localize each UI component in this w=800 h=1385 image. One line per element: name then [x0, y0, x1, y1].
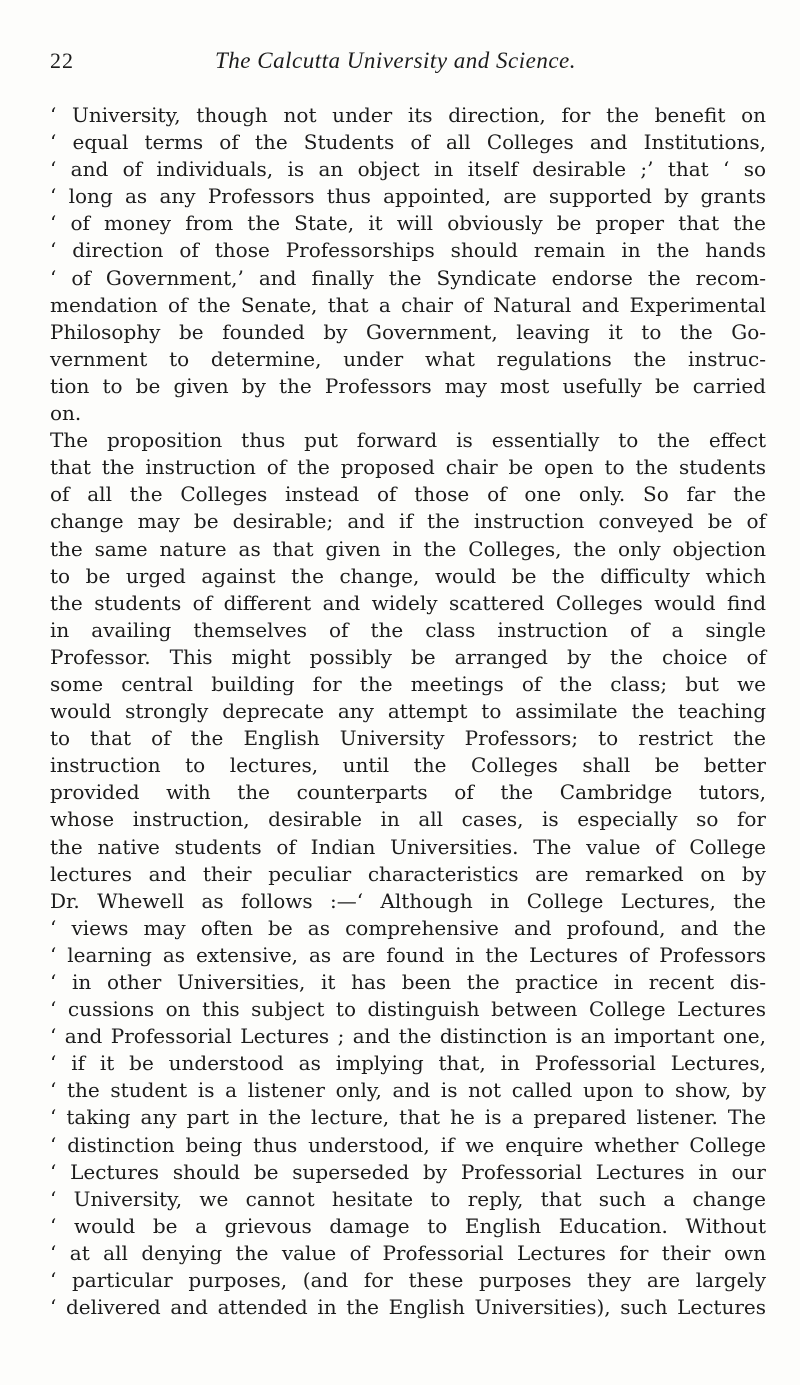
running-head	[50, 48, 765, 80]
text-line: ‘ and Professorial Lectures ; and the distinction is an important one,	[50, 1024, 766, 1049]
text-line: ‘ if it be understood as implying that, in Professorial Lectures,	[50, 1051, 766, 1076]
text-line: on.	[50, 401, 82, 426]
text-line: ‘ direction of those Professorships should remain in the hands	[50, 238, 766, 263]
text-line: Philosophy be founded by Government, leaving it to the Go-	[50, 319, 766, 344]
text-line: mendation of the Senate, that a chair of Natural and Experimental	[50, 292, 766, 317]
text-line: ‘ of Government,’ and finally the Syndicate endorse the recom-	[50, 265, 766, 290]
text-line: would strongly deprecate any attempt to assimilate the teaching	[50, 699, 766, 724]
text-line: provided with the counterparts of the Cambridge tutors,	[50, 780, 766, 805]
text-line: ‘ the student is a listener only, and is not called upon to show, by	[50, 1078, 766, 1103]
text-line: ‘ particular purposes, (and for these purposes they are largely	[50, 1268, 766, 1293]
text-line: ‘ learning as extensive, as are found in the Lectures of Professors	[50, 942, 766, 967]
text-line: in availing themselves of the class instruction of a single	[50, 617, 766, 642]
text-line: The proposition thus put forward is essentially to the effect	[50, 428, 766, 453]
text-line: Professor. This might possibly be arranged by the choice of	[50, 644, 766, 669]
text-line: ‘ University, though not under its direction, for the benefit on	[50, 103, 766, 127]
text-line: ‘ at all denying the value of Professorial Lectures for their own	[50, 1240, 766, 1265]
text-line: to that of the English University Professors; to restrict the	[50, 726, 766, 751]
body-text	[50, 102, 766, 1321]
text-line: the students of different and widely scattered Colleges would find	[50, 590, 766, 615]
text-line: ‘ delivered and attended in the English Universities), such Lectures	[50, 1295, 766, 1320]
text-line: of all the Colleges instead of those of one only. So far the	[50, 482, 766, 507]
text-line: ‘ Lectures should be superseded by Professorial Lectures in our	[50, 1159, 766, 1184]
text-line: ‘ University, we cannot hesitate to reply, that such a change	[50, 1186, 766, 1211]
text-line: vernment to determine, under what regulations the instruc-	[50, 346, 766, 371]
text-line: the same nature as that given in the Colleges, the only objection	[50, 536, 766, 561]
text-line: ‘ and of individuals, is an object in itself desirable ;’ that ‘ so	[50, 157, 766, 182]
text-line: the native students of Indian Universities. The value of College	[50, 834, 766, 859]
text-line: ‘ equal terms of the Students of all Colleges and Institutions,	[50, 130, 766, 155]
text-line: whose instruction, desirable in all cases, is especially so for	[50, 807, 766, 832]
text-line: instruction to lectures, until the Colleges shall be better	[50, 753, 766, 778]
running-title: The Calcutta University and Science.	[215, 48, 577, 73]
text-line: ‘ would be a grievous damage to English Education. Without	[50, 1213, 766, 1238]
text-line: that the instruction of the proposed chair be open to the students	[50, 455, 766, 480]
text-line: tion to be given by the Professors may most usefully be carried	[50, 373, 766, 398]
text-line: ‘ views may often be as comprehensive and profound, and the	[50, 915, 766, 940]
text-line: ‘ cussions on this subject to distinguish between College Lectures	[50, 997, 766, 1022]
text-line: some central building for the meetings of the class; but we	[50, 671, 766, 696]
text-line: ‘ taking any part in the lecture, that he is a prepared listener. The	[50, 1105, 766, 1130]
text-line: ‘ long as any Professors thus appointed, are supported by grants	[50, 184, 766, 209]
text-line: change may be desirable; and if the instruction conveyed be of	[50, 509, 766, 534]
text-line: ‘ in other Universities, it has been the practice in recent dis-	[50, 970, 766, 994]
text-line: ‘ of money from the State, it will obviously be proper that the	[50, 211, 766, 236]
text-line: Dr. Whewell as follows :—‘ Although in College Lectures, the	[50, 888, 766, 913]
text-line: to be urged against the change, would be the difficulty which	[50, 563, 766, 588]
text-line: lectures and their peculiar characteristics are remarked on by	[50, 861, 766, 886]
text-line: ‘ distinction being thus understood, if we enquire whether College	[50, 1132, 766, 1157]
page-number: 22	[50, 48, 74, 73]
